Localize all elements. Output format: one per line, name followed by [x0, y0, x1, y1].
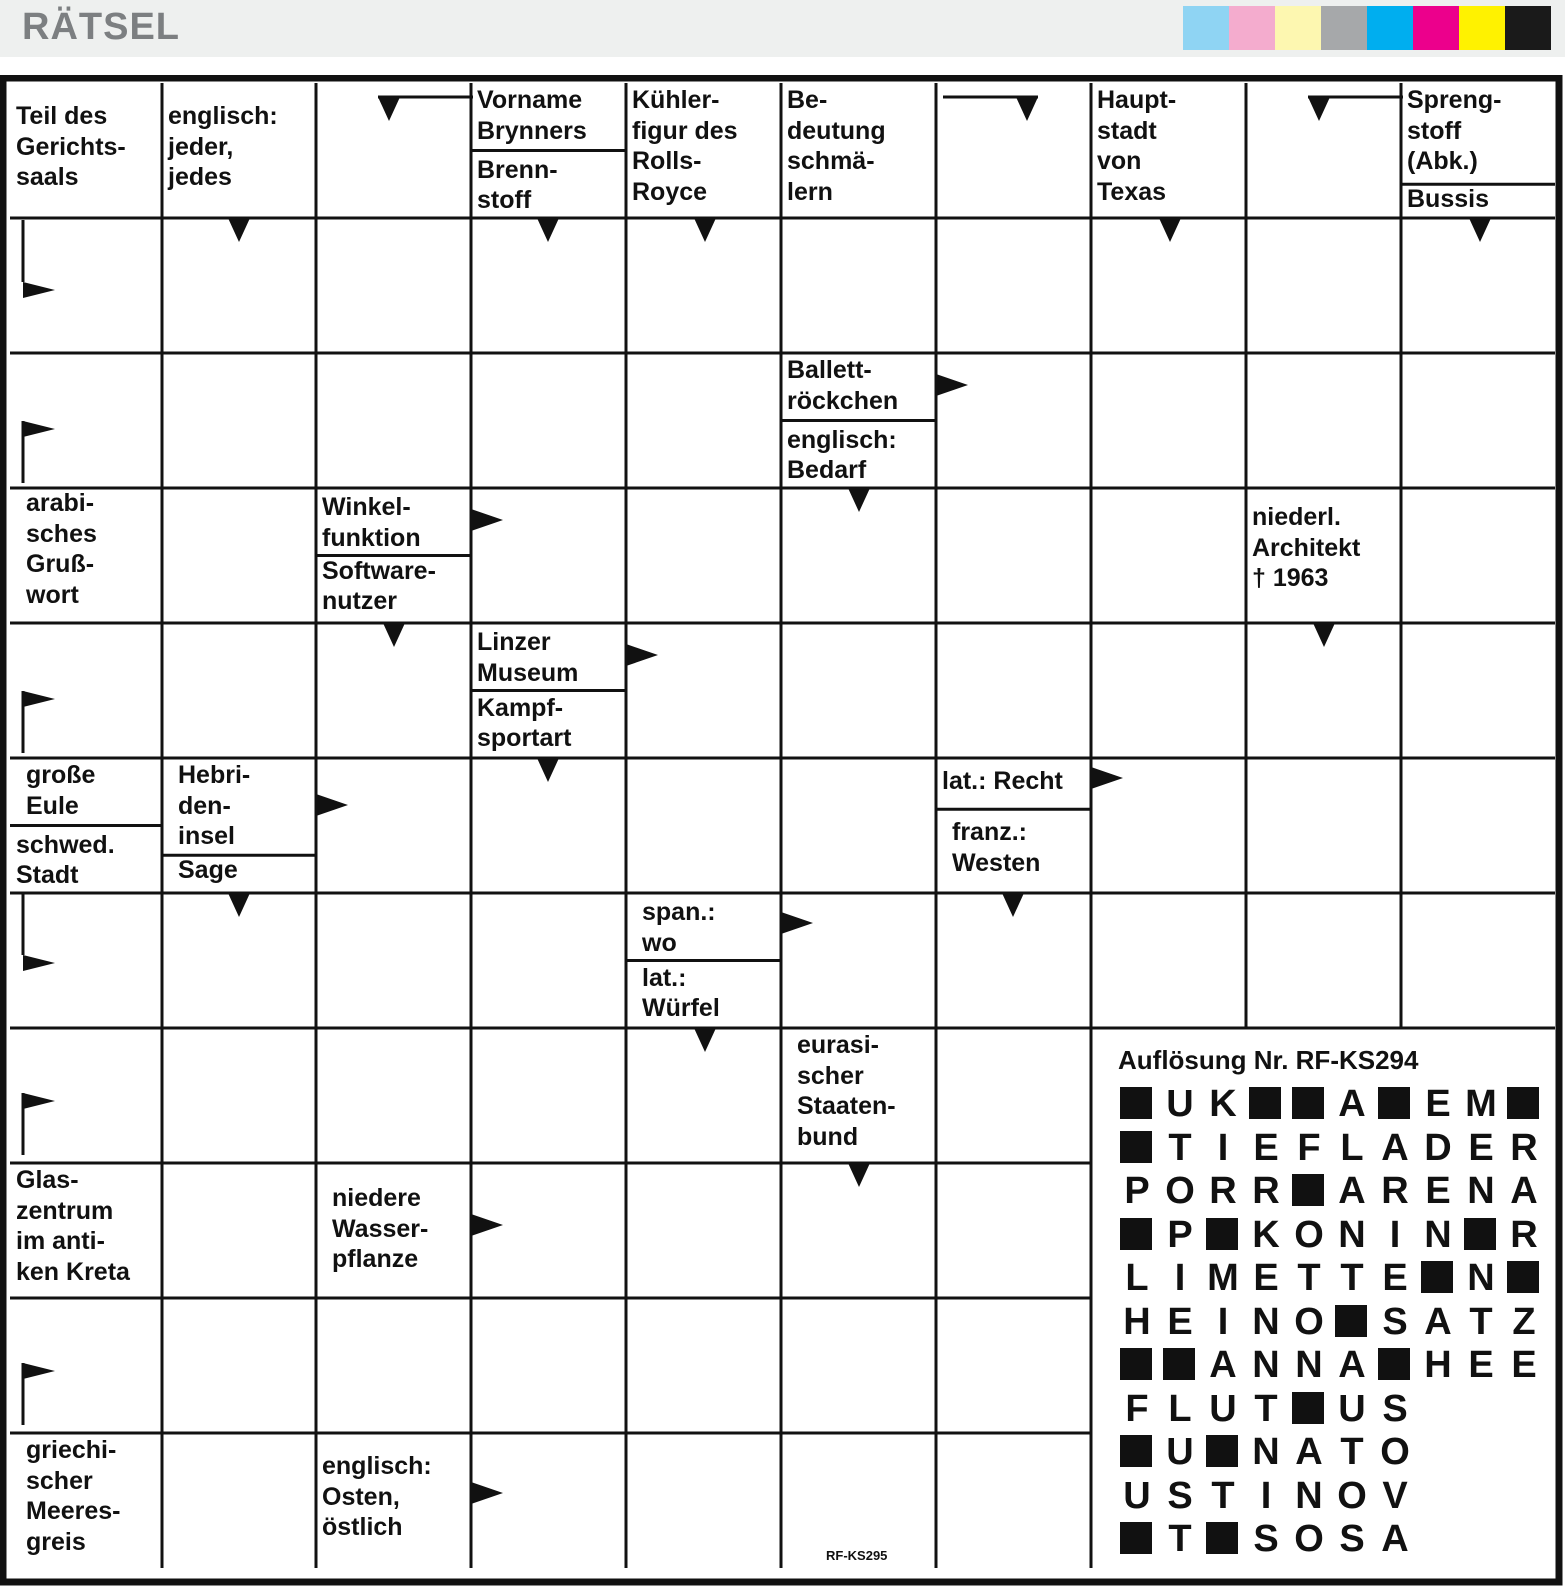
solution-letter: T — [1340, 1431, 1364, 1473]
solution-letter: I — [1389, 1213, 1401, 1256]
clue-cell: niedere Wasser- pflanze — [332, 1184, 429, 1273]
solution-letter: M — [1207, 1257, 1239, 1299]
solution-block — [1120, 1522, 1152, 1554]
clue-cell: Teil des Gerichts- saals — [16, 102, 126, 191]
solution-letter: E — [1425, 1083, 1451, 1125]
solution-letter: K — [1209, 1083, 1237, 1125]
clue-cell: arabi- sches Gruß- wort — [26, 489, 97, 609]
solution-letter: E — [1468, 1344, 1494, 1386]
solution-letter: N — [1424, 1213, 1452, 1256]
solution-letter: T — [1340, 1257, 1364, 1299]
solution-letter: E — [1425, 1170, 1451, 1212]
solution-letter: R — [1381, 1170, 1409, 1212]
solution-letter: N — [1467, 1257, 1495, 1299]
arrow-down-icon — [1469, 218, 1491, 242]
clue-cell: große Eule — [26, 761, 96, 820]
solution-letter: E — [1511, 1344, 1537, 1386]
solution-letter: E — [1253, 1257, 1279, 1299]
solution-letter: E — [1468, 1126, 1494, 1169]
solution-letter: N — [1252, 1300, 1280, 1343]
solution-letter: O — [1294, 1300, 1324, 1343]
arrow-down-icon — [378, 97, 400, 121]
solution-letter: F — [1125, 1387, 1149, 1430]
solution-letter: R — [1209, 1170, 1237, 1212]
solution-letter: O — [1294, 1518, 1324, 1560]
clue-cell: eurasi- scher Staaten- bund — [797, 1031, 896, 1151]
solution-letter: N — [1338, 1213, 1366, 1256]
solution-letter: O — [1380, 1431, 1410, 1473]
swatch-7 — [1459, 6, 1505, 50]
solution-letter: T — [1168, 1126, 1192, 1169]
clue-cell: span.: wo — [642, 898, 716, 957]
solution-letter: A — [1510, 1170, 1538, 1212]
solution-letter: E — [1253, 1126, 1279, 1169]
solution-letter: P — [1167, 1213, 1193, 1256]
arrow-right-icon — [23, 1363, 55, 1379]
solution-letter: I — [1217, 1300, 1229, 1343]
solution-letter: T — [1168, 1518, 1192, 1560]
solution-letter: T — [1254, 1387, 1278, 1430]
solution-letter: K — [1252, 1213, 1280, 1256]
solution-letter: Z — [1512, 1300, 1536, 1343]
solution-block — [1249, 1087, 1281, 1119]
arrow-right-icon — [626, 644, 658, 666]
solution-letter: I — [1174, 1257, 1186, 1299]
clue-cell: niederl. Architekt † 1963 — [1252, 503, 1361, 592]
solution-letter: A — [1424, 1300, 1452, 1343]
arrow-down-icon — [1313, 623, 1335, 647]
arrow-down-icon — [848, 488, 870, 512]
arrow-right-icon — [471, 509, 503, 531]
clue-cell: Software- nutzer — [322, 556, 436, 615]
crossword-grid — [0, 75, 1565, 1588]
solution-letter: S — [1382, 1300, 1408, 1343]
solution-block — [1292, 1174, 1324, 1206]
swatch-5 — [1367, 6, 1413, 50]
arrow-down-icon — [383, 623, 405, 647]
clue-cell: Sage — [178, 856, 238, 885]
solution-letter: S — [1253, 1518, 1279, 1560]
solution-block — [1120, 1087, 1152, 1119]
clue-cell: englisch: Osten, östlich — [322, 1452, 432, 1541]
solution-block — [1292, 1087, 1324, 1119]
swatch-8 — [1505, 6, 1551, 50]
swatch-2 — [1229, 6, 1275, 50]
arrow-down-icon — [694, 218, 716, 242]
clue-cell: schwed. Stadt — [16, 830, 115, 889]
clue-cell: franz.: Westen — [952, 818, 1041, 877]
solution-block — [1206, 1522, 1238, 1554]
clue-cell: Ballett- röckchen — [787, 356, 899, 415]
solution-letter: R — [1252, 1170, 1280, 1212]
arrow-down-icon — [1016, 97, 1038, 121]
arrow-down-icon — [537, 758, 559, 782]
solution-letter: R — [1510, 1213, 1538, 1256]
arrow-down-icon — [1159, 218, 1181, 242]
solution-block — [1507, 1261, 1539, 1293]
solution-letter: A — [1209, 1344, 1237, 1386]
solution-letter: E — [1167, 1300, 1193, 1343]
solution-letter: D — [1424, 1126, 1452, 1169]
arrow-right-icon — [23, 691, 55, 707]
arrow-right-icon — [471, 1482, 503, 1504]
solution-letter: F — [1297, 1126, 1321, 1169]
arrow-right-icon — [936, 374, 968, 396]
arrow-right-icon — [23, 955, 55, 971]
clue-cell: Spreng- stoff (Abk.) — [1407, 86, 1502, 175]
solution-letter: L — [1168, 1387, 1192, 1430]
solution-block — [1163, 1348, 1195, 1380]
solution-letter: R — [1510, 1126, 1538, 1169]
solution-letter: M — [1465, 1083, 1497, 1125]
solution-block — [1206, 1218, 1238, 1250]
color-swatches — [1183, 6, 1551, 50]
arrow-right-icon — [781, 912, 813, 934]
arrow-layer — [0, 75, 1565, 1588]
solution-letter: O — [1165, 1170, 1195, 1212]
solution-letter: A — [1338, 1344, 1366, 1386]
swatch-1 — [1183, 6, 1229, 50]
solution-block — [1378, 1087, 1410, 1119]
solution-letter: A — [1338, 1083, 1366, 1125]
clue-cell: Hebri- den- insel — [178, 761, 251, 850]
clue-cell: Be- deutung schmä- lern — [787, 86, 886, 206]
clue-cell: Kühler- figur des Rolls- Royce — [632, 86, 738, 206]
solution-block — [1292, 1392, 1324, 1424]
clue-cell: Linzer Museum — [477, 628, 579, 687]
header-bar — [0, 0, 1565, 57]
solution-block — [1120, 1348, 1152, 1380]
solution-title: Auflösung Nr. RF-KS294 — [1118, 1045, 1419, 1075]
solution-letter: A — [1295, 1431, 1323, 1473]
clue-cell: lat.: Recht — [942, 767, 1063, 795]
solution-letter: A — [1381, 1126, 1409, 1169]
solution-letter: O — [1294, 1213, 1324, 1256]
arrow-right-icon — [23, 421, 55, 437]
solution-letter: U — [1123, 1474, 1151, 1517]
solution-letter: P — [1124, 1170, 1150, 1212]
clue-cell: Vorname Brynners — [477, 86, 587, 145]
arrow-down-icon — [537, 218, 559, 242]
clue-cell: Bussis — [1407, 185, 1489, 214]
solution-letter: A — [1381, 1518, 1409, 1560]
solution-block — [1120, 1218, 1152, 1250]
solution-letter: U — [1209, 1387, 1237, 1430]
solution-letter: N — [1467, 1170, 1495, 1212]
solution-letter: U — [1338, 1387, 1366, 1430]
clue-cell: Winkel- funktion — [322, 493, 421, 552]
solution-letter: O — [1337, 1474, 1367, 1517]
clue-cell: Kampf- sportart — [477, 693, 572, 752]
clue-cell: lat.: Würfel — [642, 963, 720, 1022]
arrow-down-icon — [1002, 893, 1024, 917]
page-title: RÄTSEL — [22, 6, 180, 48]
arrow-down-icon — [228, 218, 250, 242]
solution-letter: T — [1297, 1257, 1321, 1299]
solution-letter: S — [1382, 1387, 1408, 1430]
clue-cell: Glas- zentrum im anti- ken Kreta — [16, 1166, 130, 1286]
solution-letter: U — [1166, 1083, 1194, 1125]
solution-letter: E — [1382, 1257, 1408, 1299]
swatch-4 — [1321, 6, 1367, 50]
solution-letter: N — [1295, 1474, 1323, 1517]
solution-letter: U — [1166, 1431, 1194, 1473]
solution-block — [1120, 1435, 1152, 1467]
arrow-right-icon — [1091, 767, 1123, 789]
solution-letter: N — [1252, 1344, 1280, 1386]
solution-letter: T — [1211, 1474, 1235, 1517]
arrow-right-icon — [316, 794, 348, 816]
arrow-down-icon — [694, 1028, 716, 1052]
arrow-down-icon — [1308, 97, 1330, 121]
solution-block — [1378, 1348, 1410, 1380]
solution-block — [1335, 1305, 1367, 1337]
swatch-6 — [1413, 6, 1459, 50]
arrow-down-icon — [228, 893, 250, 917]
clue-cell: englisch: Bedarf — [787, 425, 897, 484]
solution-block — [1507, 1087, 1539, 1119]
swatch-3 — [1275, 6, 1321, 50]
solution-letter: L — [1125, 1257, 1149, 1299]
solution-block — [1464, 1218, 1496, 1250]
clue-cell: Brenn- stoff — [477, 155, 558, 214]
solution-letter: A — [1338, 1170, 1366, 1212]
solution-letter: V — [1382, 1474, 1408, 1517]
solution-block — [1421, 1261, 1453, 1293]
clue-cell: Haupt- stadt von Texas — [1097, 86, 1177, 206]
solution-letter: H — [1424, 1344, 1452, 1386]
arrow-right-icon — [23, 282, 55, 298]
solution-block — [1120, 1131, 1152, 1163]
solution-letter: I — [1260, 1474, 1272, 1517]
solution-block — [1206, 1435, 1238, 1467]
solution-letter: N — [1295, 1344, 1323, 1386]
solution-letter: I — [1217, 1126, 1229, 1169]
puzzle-code: RF-KS295 — [826, 1548, 888, 1563]
clue-cell: griechi- scher Meeres- greis — [26, 1436, 121, 1556]
arrow-down-icon — [848, 1163, 870, 1187]
solution-letter: H — [1123, 1300, 1151, 1343]
solution-letter: S — [1167, 1474, 1193, 1517]
arrow-right-icon — [23, 1093, 55, 1109]
solution-letter: N — [1252, 1431, 1280, 1473]
solution-letter: T — [1469, 1300, 1493, 1343]
solution-letter: L — [1340, 1126, 1364, 1169]
clue-cell: englisch: jeder, jedes — [168, 102, 278, 191]
arrow-right-icon — [471, 1214, 503, 1236]
solution-letter: S — [1339, 1518, 1365, 1560]
